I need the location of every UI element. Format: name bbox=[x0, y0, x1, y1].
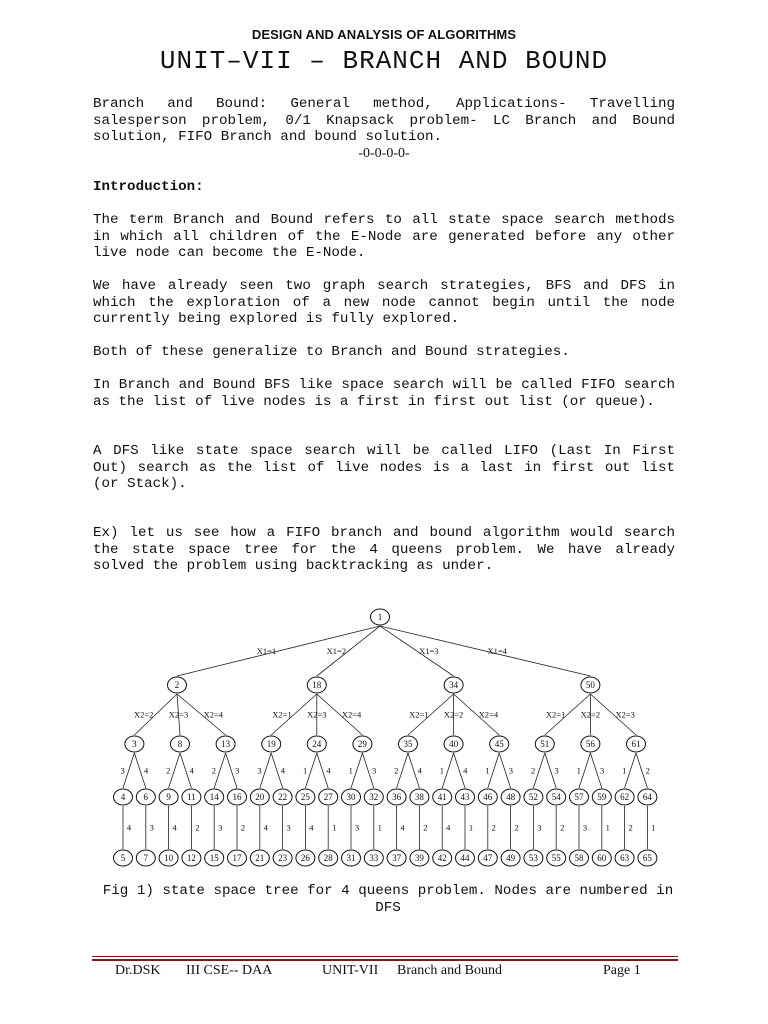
edge-label: X2=3 bbox=[307, 709, 327, 720]
edge-label: 1 bbox=[605, 822, 610, 833]
tree-edges bbox=[120, 626, 647, 849]
node-label: 57 bbox=[574, 792, 584, 802]
tree-node bbox=[364, 789, 383, 805]
edge-label: 4 bbox=[309, 822, 314, 833]
tree-node bbox=[399, 736, 418, 752]
edge-label: 4 bbox=[172, 822, 177, 833]
edge-label: X1=1 bbox=[256, 646, 277, 656]
tree-node bbox=[638, 789, 657, 805]
edge-label: 1 bbox=[485, 765, 490, 776]
node-label: 10 bbox=[164, 853, 174, 863]
edge-label: 2 bbox=[628, 822, 633, 833]
paragraph-4: In Branch and Bound BFS like space search will be called FIFO search as the list of live nodes is a first in first out list (or queue). bbox=[93, 377, 675, 410]
tree-node bbox=[410, 850, 429, 866]
node-label: 33 bbox=[369, 853, 379, 863]
tree-node bbox=[319, 789, 338, 805]
tree-node bbox=[592, 850, 611, 866]
course-title: DESIGN AND ANALYSIS OF ALGORITHMS bbox=[251, 27, 517, 42]
tree-node bbox=[410, 789, 429, 805]
node-label: 26 bbox=[300, 853, 310, 863]
footer-course: III CSE-- DAA bbox=[186, 963, 273, 978]
tree-node bbox=[250, 789, 269, 805]
node-label: 50 bbox=[585, 680, 595, 690]
footer-topic: Branch and Bound bbox=[397, 963, 502, 978]
node-label: 62 bbox=[620, 792, 630, 802]
node-label: 7 bbox=[143, 853, 149, 863]
node-label: 4 bbox=[120, 792, 126, 802]
tree-node bbox=[228, 850, 247, 866]
edge-label: 3 bbox=[286, 822, 291, 833]
edge-label: 2 bbox=[166, 765, 171, 776]
syllabus-text: Branch and Bound: General method, Applications- Travelling salesperson problem, 0/1 Knapsack problem- LC Branch and Bound solution, FIFO Branch and bound solution. bbox=[93, 96, 675, 145]
edge-label: 3 bbox=[149, 822, 154, 833]
edge-label: X2=3 bbox=[615, 709, 635, 720]
tree-node bbox=[478, 850, 497, 866]
edge-label: 1 bbox=[651, 822, 656, 833]
tree-node bbox=[444, 736, 463, 752]
edge-label: 3 bbox=[599, 765, 605, 776]
node-label: 47 bbox=[483, 853, 493, 863]
node-label: 30 bbox=[346, 792, 356, 802]
edge-label: 2 bbox=[645, 765, 650, 776]
tree-edge bbox=[380, 626, 590, 676]
tree-node bbox=[125, 736, 144, 752]
node-label: 8 bbox=[177, 739, 183, 749]
tree-node bbox=[353, 736, 372, 752]
node-label: 53 bbox=[528, 853, 538, 863]
tree-node bbox=[216, 736, 235, 752]
tree-edge bbox=[380, 626, 454, 676]
edge-label: 2 bbox=[240, 822, 246, 833]
node-label: 24 bbox=[312, 739, 322, 749]
tree-node bbox=[547, 850, 566, 866]
edge-label: 4 bbox=[280, 765, 286, 776]
node-label: 54 bbox=[551, 792, 561, 802]
node-label: 43 bbox=[460, 792, 470, 802]
tree-node bbox=[433, 789, 452, 805]
tree-node bbox=[319, 850, 338, 866]
edge-label: 2 bbox=[211, 765, 217, 776]
tree-node bbox=[615, 789, 634, 805]
tree-node bbox=[273, 789, 292, 805]
tree-node bbox=[592, 789, 611, 805]
edge-label: 2 bbox=[491, 822, 496, 833]
edge-label: X1=3 bbox=[419, 646, 439, 656]
tree-node bbox=[501, 850, 520, 866]
node-label: 59 bbox=[597, 792, 607, 802]
edge-label: X2=1 bbox=[272, 709, 292, 720]
edge-label: 4 bbox=[400, 822, 405, 833]
tree-node bbox=[570, 850, 589, 866]
edge-label: 4 bbox=[126, 822, 132, 833]
edge-label: X2=2 bbox=[133, 709, 154, 720]
node-label: 13 bbox=[221, 739, 231, 749]
edge-label: X2=1 bbox=[545, 709, 566, 720]
paragraph-3: Both of these generalize to Branch and Bound strategies. bbox=[93, 344, 570, 360]
edge-label: 3 bbox=[537, 822, 542, 833]
edge-label: 2 bbox=[560, 822, 565, 833]
tree-node bbox=[307, 736, 326, 752]
node-label: 35 bbox=[403, 739, 413, 749]
tree-node bbox=[182, 850, 201, 866]
tree-node bbox=[547, 789, 566, 805]
edge-label: X2=2 bbox=[443, 709, 464, 720]
tree-node bbox=[136, 850, 155, 866]
node-label: 5 bbox=[120, 853, 126, 863]
edge-label: 1 bbox=[468, 822, 474, 833]
footer-rule-thick bbox=[92, 959, 678, 961]
tree-node bbox=[205, 789, 224, 805]
tree-node bbox=[444, 677, 463, 693]
node-label: 34 bbox=[449, 680, 459, 690]
footer-unit: UNIT-VII bbox=[322, 963, 379, 978]
tree-node bbox=[615, 850, 634, 866]
tree-node bbox=[387, 789, 406, 805]
tree-node bbox=[524, 850, 543, 866]
tree-node bbox=[478, 789, 497, 805]
edge-label: 4 bbox=[326, 765, 331, 776]
tree-node bbox=[581, 736, 600, 752]
node-label: 31 bbox=[346, 853, 356, 863]
footer-rule bbox=[92, 956, 678, 957]
edge-label: 2 bbox=[514, 822, 519, 833]
edge-label: 3 bbox=[354, 822, 360, 833]
tree-node bbox=[250, 850, 269, 866]
node-label: 65 bbox=[642, 853, 652, 863]
edge-label: X2=4 bbox=[203, 709, 224, 720]
edge-label: 3 bbox=[120, 765, 125, 776]
edge-label: 3 bbox=[508, 765, 514, 776]
edge-label: 3 bbox=[554, 765, 559, 776]
tree-node bbox=[296, 789, 315, 805]
tree-node bbox=[524, 789, 543, 805]
node-label: 56 bbox=[585, 739, 595, 749]
edge-label: 1 bbox=[439, 765, 445, 776]
node-label: 55 bbox=[551, 853, 561, 863]
node-label: 2 bbox=[174, 680, 180, 690]
node-label: 37 bbox=[392, 853, 402, 863]
edge-label: X2=2 bbox=[580, 709, 601, 720]
node-label: 14 bbox=[209, 792, 219, 802]
tree-node bbox=[159, 789, 178, 805]
node-label: 61 bbox=[631, 739, 641, 749]
footer-author: Dr.DSK bbox=[115, 963, 161, 978]
node-label: 29 bbox=[357, 739, 367, 749]
edge-label: 2 bbox=[394, 765, 399, 776]
tree-node bbox=[205, 850, 224, 866]
edge-label: 3 bbox=[218, 822, 223, 833]
node-label: 28 bbox=[323, 853, 333, 863]
node-label: 48 bbox=[506, 792, 516, 802]
edge-label: 4 bbox=[417, 765, 422, 776]
node-label: 45 bbox=[494, 739, 504, 749]
node-label: 27 bbox=[323, 792, 333, 802]
node-label: 32 bbox=[369, 792, 379, 802]
unit-title: UNIT–VII – BRANCH AND BOUND bbox=[159, 46, 609, 76]
node-label: 60 bbox=[597, 853, 607, 863]
tree-node bbox=[307, 677, 326, 693]
edge-label: 3 bbox=[235, 765, 240, 776]
intro-heading: Introduction: bbox=[93, 179, 204, 195]
edge-label: 1 bbox=[377, 822, 382, 833]
edge-label: X1=2 bbox=[326, 646, 347, 656]
tree-node bbox=[182, 789, 201, 805]
edge-label: 1 bbox=[302, 765, 308, 776]
paragraph-1: The term Branch and Bound refers to all state space search methods in which all children of the E-Node are generated before any other live node can become the E-Node. bbox=[93, 212, 675, 261]
node-label: 1 bbox=[377, 612, 383, 622]
edge-label: 3 bbox=[371, 765, 377, 776]
tree-node bbox=[627, 736, 646, 752]
edge-label: 2 bbox=[423, 822, 428, 833]
node-label: 49 bbox=[506, 853, 516, 863]
node-label: 18 bbox=[312, 680, 322, 690]
node-label: 25 bbox=[300, 792, 310, 802]
figure-caption: Fig 1) state space tree for 4 queens problem. Nodes are numbered in DFS bbox=[102, 883, 674, 916]
tree-node bbox=[136, 789, 155, 805]
edge-label: 3 bbox=[257, 765, 262, 776]
node-label: 42 bbox=[437, 853, 447, 863]
node-label: 17 bbox=[232, 853, 242, 863]
node-label: 51 bbox=[540, 739, 550, 749]
tree-node bbox=[114, 850, 133, 866]
node-label: 58 bbox=[574, 853, 584, 863]
node-label: 44 bbox=[460, 853, 470, 863]
tree-node bbox=[342, 850, 361, 866]
tree-node bbox=[364, 850, 383, 866]
separator: -0-0-0-0- bbox=[358, 146, 410, 161]
node-label: 9 bbox=[166, 792, 171, 802]
node-label: 40 bbox=[449, 739, 459, 749]
tree-node bbox=[490, 736, 509, 752]
node-label: 6 bbox=[143, 792, 149, 802]
node-label: 23 bbox=[278, 853, 288, 863]
node-label: 11 bbox=[187, 792, 196, 802]
node-label: 63 bbox=[620, 853, 630, 863]
edge-label: 3 bbox=[582, 822, 588, 833]
paragraph-2: We have already seen two graph search strategies, BFS and DFS in which the exploration of a new node cannot begin until the node currently being explored is fully explored. bbox=[93, 278, 675, 327]
edge-label: 1 bbox=[622, 765, 627, 776]
tree-node bbox=[262, 736, 281, 752]
edge-label: 4 bbox=[143, 765, 149, 776]
node-label: 19 bbox=[266, 739, 276, 749]
node-label: 46 bbox=[483, 792, 493, 802]
node-label: 3 bbox=[132, 739, 137, 749]
edge-label: 1 bbox=[348, 765, 353, 776]
tree-node bbox=[387, 850, 406, 866]
node-label: 22 bbox=[278, 792, 288, 802]
edge-label: X2=4 bbox=[478, 709, 499, 720]
node-label: 15 bbox=[209, 853, 219, 863]
edge-label: 1 bbox=[332, 822, 337, 833]
tree-node bbox=[114, 789, 133, 805]
edge-label: 2 bbox=[530, 765, 536, 776]
node-label: 21 bbox=[255, 853, 265, 863]
node-label: 16 bbox=[232, 792, 242, 802]
tree-node bbox=[581, 677, 600, 693]
tree-node bbox=[501, 789, 520, 805]
edge-label: 4 bbox=[263, 822, 268, 833]
tree-node bbox=[371, 609, 390, 625]
edge-label: X2=4 bbox=[341, 709, 362, 720]
node-label: 64 bbox=[642, 792, 652, 802]
node-label: 41 bbox=[437, 792, 447, 802]
tree-node bbox=[433, 850, 452, 866]
edge-label: X1=4 bbox=[487, 646, 507, 656]
paragraph-5: A DFS like state space search will be called LIFO (Last In First Out) search as the list of live nodes is a last in first out list (or Stack). bbox=[93, 443, 675, 492]
edge-label: X2=3 bbox=[168, 709, 189, 720]
edge-label: 2 bbox=[195, 822, 200, 833]
tree-node bbox=[171, 736, 190, 752]
tree-node bbox=[168, 677, 187, 693]
edge-label: 4 bbox=[463, 765, 468, 776]
node-label: 38 bbox=[414, 792, 424, 802]
tree-node bbox=[296, 850, 315, 866]
tree-node bbox=[456, 789, 475, 805]
paragraph-6: Ex) let us see how a FIFO branch and bound algorithm would search the state space tree for the 4 queens problem. We have already solved the problem using backtracking as under. bbox=[93, 525, 675, 574]
node-label: 12 bbox=[186, 853, 196, 863]
node-label: 52 bbox=[528, 792, 538, 802]
node-label: 39 bbox=[414, 853, 424, 863]
footer-page: Page 1 bbox=[603, 963, 641, 978]
tree-edge bbox=[177, 626, 380, 676]
tree-node bbox=[638, 850, 657, 866]
node-label: 36 bbox=[392, 792, 402, 802]
tree-node bbox=[456, 850, 475, 866]
edge-label: 4 bbox=[189, 765, 194, 776]
tree-node bbox=[535, 736, 554, 752]
edge-label: 1 bbox=[576, 765, 581, 776]
edge-label: 4 bbox=[446, 822, 451, 833]
edge-label: X2=1 bbox=[409, 709, 429, 720]
state-space-tree bbox=[90, 600, 680, 875]
tree-node bbox=[342, 789, 361, 805]
tree-node bbox=[570, 789, 589, 805]
tree-node bbox=[159, 850, 178, 866]
tree-node bbox=[273, 850, 292, 866]
tree-node bbox=[228, 789, 247, 805]
node-label: 20 bbox=[255, 792, 265, 802]
